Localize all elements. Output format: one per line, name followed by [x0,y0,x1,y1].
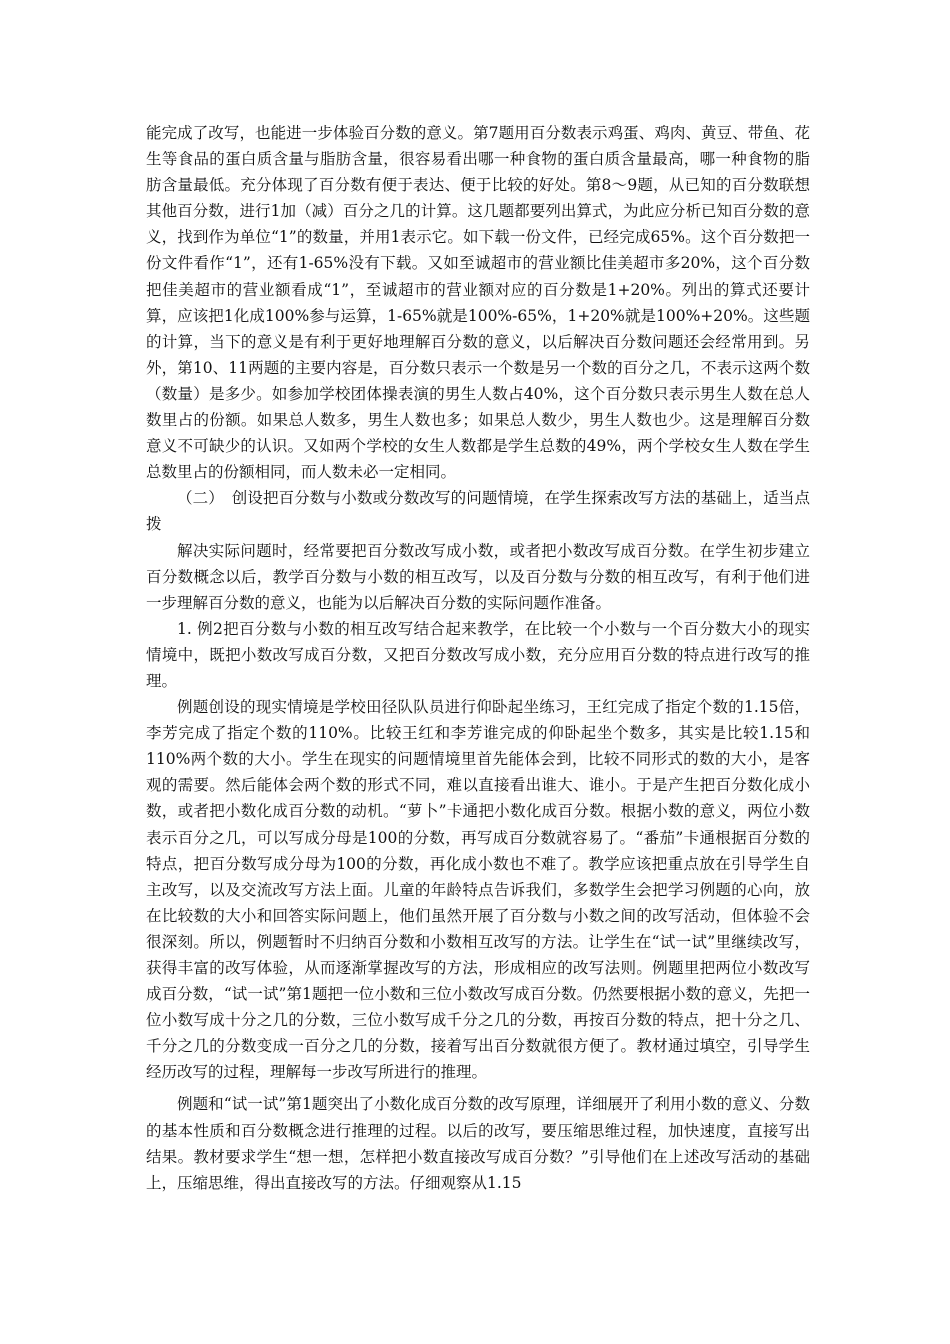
document-page [146,120,810,1196]
paragraph-continuation: 能完成了改写，也能进一步体验百分数的意义。第7题用百分数表示鸡蛋、鸡肉、黄豆、带鱼、花生等食品的蛋白质含量与脂肪含量，很容易看出哪一种食物的蛋白质含量最高，哪一种食物的脂肪含量最低。充分体现了百分数有便于表达、便于比较的好处。第8～9题，从已知的百分数联想其他百分数，进行1加（减）百分之几的计算。这几题都要列出算式，为此应分析已知百分数的意义，找到作为单位“1”的数量，并用1表示它。如下载一份文件，已经完成65%。这个百分数把一份文件看作“1”，还有1-65%没有下载。又如至诚超市的营业额比佳美超市多20%，这个百分数把佳美超市的营业额看成“1”，至诚超市的营业额对应的百分数是1+20%。列出的算式还要计算，应该把1化成100%参与运算，1-65%就是100%-65%，1+20%就是100%+20%。这些题的计算，当下的意义是有利于更好地理解百分数的意义，以后解决百分数问题还会经常用到。另外，第10、11两题的主要内容是，百分数只表示一个数是另一个数的百分之几，不表示这两个数（数量）是多少。如参加学校团体操表演的男生人数占40%，这个百分数只表示男生人数在总人数里占的份额。如果总人数多，男生人数也多；如果总人数少，男生人数也少。这是理解百分数意义不可缺少的认识。又如两个学校的女生人数都是学生总数的49%，两个学校女生人数在学生总数里占的份额相同，而人数未必一定相同。 [146,124,810,482]
paragraph-summary: 例题和“试一试”第1题突出了小数化成百分数的改写原理，详细展开了利用小数的意义、分数的基本性质和百分数概念进行推理的过程。以后的改写，要压缩思维过程，加快速度，直接写出结果。教材要求学生“想一想，怎样把小数直接改写成百分数？”引导他们在上述改写活动的基础上，压缩思维，得出直接改写的方法。仔细观察从1.15 [146,1095,810,1192]
section-heading: （二） 创设把百分数与小数或分数改写的问题情境，在学生探索改写方法的基础上，适当点拨 [146,489,810,534]
paragraph-example-2: 例题创设的现实情境是学校田径队队员进行仰卧起坐练习，王红完成了指定个数的1.15倍，李芳完成了指定个数的110%。比较王红和李芳谁完成的仰卧起坐个数多，其实是比较1.15和110%两个数的大小。学生在现实的问题情境里首先能体会到，比较不同形式的数的大小，是客观的需要。然后能体会两个数的形式不同，难以直接看出谁大、谁小。于是产生把百分数化成小数，或者把小数化成百分数的动机。“萝卜”卡通把小数化成百分数。根据小数的意义，两位小数表示百分之几，可以写成分母是100的分数，再写成百分数就容易了。“番茄”卡通根据百分数的特点，把百分数写成分母为100的分数，再化成小数也不难了。教学应该把重点放在引导学生自主改写，以及交流改写方法上面。儿童的年龄特点告诉我们，多数学生会把学习例题的心向，放在比较数的大小和回答实际问题上，他们虽然开展了百分数与小数之间的改写活动，但体验不会很深刻。所以，例题暂时不归纳百分数和小数相互改写的方法。让学生在“试一试”里继续改写，获得丰富的改写体验，从而逐渐掌握改写的方法，形成相应的改写法则。例题里把两位小数改写成百分数，“试一试”第1题把一位小数和三位小数改写成百分数。仍然要根据小数的意义，先把一位小数写成十分之几的分数，三位小数写成千分之几的分数，再按百分数的特点，把十分之几、千分之几的分数变成一百分之几的分数，接着写出百分数就很方便了。教材通过填空，引导学生经历改写的过程，理解每一步改写所进行的推理。 [146,698,810,1082]
paragraph-intro: 解决实际问题时，经常要把百分数改写成小数，或者把小数改写成百分数。在学生初步建立百分数概念以后，教学百分数与小数的相互改写，以及百分数与分数的相互改写，有利于他们进一步理解百分数的意义，也能为以后解决百分数的实际问题作准备。 [146,541,810,612]
paragraph-item-1: 1. 例2把百分数与小数的相互改写结合起来教学，在比较一个小数与一个百分数大小的现实情境中，既把小数改写成百分数，又把百分数改写成小数，充分应用百分数的特点进行改写的推理。 [146,619,810,690]
